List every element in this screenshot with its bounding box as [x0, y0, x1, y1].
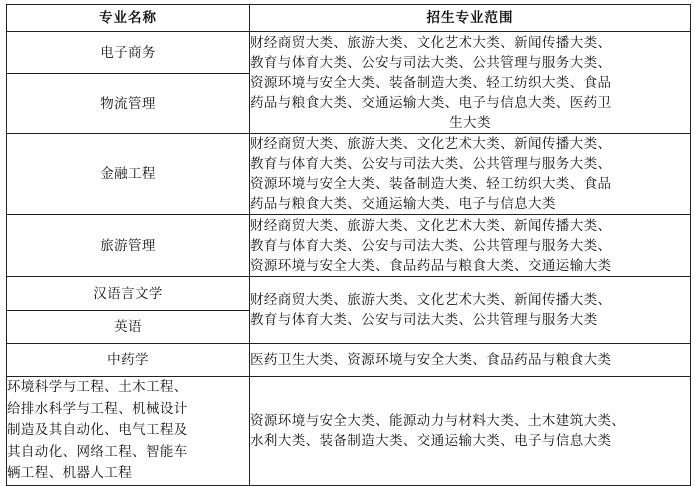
- major-cell: 汉语言文学: [7, 277, 250, 311]
- scope-line: 药品与粮食大类、交通运输大类、电子与信息大类: [250, 196, 556, 212]
- scope-line: 财经商贸大类、旅游大类、文化艺术大类、新闻传播大类、: [250, 217, 612, 234]
- table-row: [7, 215, 691, 277]
- table-row: [7, 134, 691, 215]
- major-cell: [7, 377, 250, 486]
- major-cell: 英语: [7, 311, 250, 344]
- major-line: 其自动化、网络工程、智能车: [7, 443, 188, 460]
- scope-line: 药品与粮食大类、交通运输大类、电子与信息大类、医药卫: [250, 94, 612, 111]
- table-row: [7, 344, 691, 377]
- table-row: [7, 277, 691, 311]
- major-line: 制造及其自动化、电气工程及: [7, 422, 188, 438]
- table-header-row: [7, 5, 691, 32]
- header-major-name: 专业名称: [7, 5, 250, 32]
- scope-line: 教育与体育大类、公安与司法大类、公共管理与服务大类: [250, 312, 598, 328]
- enrollment-scope-table: [6, 4, 691, 486]
- scope-cell: [250, 377, 691, 486]
- table-row: [7, 32, 691, 74]
- major-cell: 电子商务: [7, 32, 250, 74]
- scope-line: 财经商贸大类、旅游大类、文化艺术大类、新闻传播大类、: [250, 136, 612, 152]
- scope-line: 水利大类、装备制造大类、交通运输大类、电子与信息大类: [250, 432, 612, 449]
- scope-line: 财经商贸大类、旅游大类、文化艺术大类、新闻传播大类、: [250, 34, 612, 51]
- scope-line: 财经商贸大类、旅游大类、文化艺术大类、新闻传播大类、: [250, 292, 612, 308]
- major-line: 环境科学与工程、土木工程、: [7, 379, 188, 395]
- header-enroll-scope: 招生专业范围: [250, 5, 691, 32]
- scope-line: 教育与体育大类、公安与司法大类、公共管理与服务大类、: [250, 54, 612, 71]
- table-row: [7, 377, 691, 486]
- scope-line: 教育与体育大类、公安与司法大类、公共管理与服务大类、: [250, 237, 612, 254]
- scope-line: 资源环境与安全大类、装备制造大类、轻工纺织大类、食品: [250, 176, 612, 192]
- scope-line: 生大类: [449, 114, 491, 131]
- scope-line: 资源环境与安全大类、食品药品与粮食大类、交通运输大类: [250, 257, 612, 274]
- scope-cell: [250, 134, 691, 215]
- major-cell: 旅游管理: [7, 215, 250, 277]
- major-line: 给排水科学与工程、机械设计: [7, 400, 188, 417]
- scope-cell: [250, 344, 691, 377]
- major-cell: 中药学: [7, 344, 250, 377]
- scope-line: 资源环境与安全大类、装备制造大类、轻工纺织大类、食品: [250, 74, 612, 91]
- major-cell: 物流管理: [7, 74, 250, 134]
- major-line: 辆工程、机器人工程: [7, 465, 133, 481]
- scope-line: 资源环境与安全大类、能源动力与材料大类、土木建筑大类、: [250, 412, 626, 429]
- scope-cell: [250, 215, 691, 277]
- major-cell: 金融工程: [7, 134, 250, 215]
- scope-line: 教育与体育大类、公安与司法大类、公共管理与服务大类、: [250, 156, 612, 172]
- scope-cell: [250, 277, 691, 344]
- scope-line: 医药卫生大类、资源环境与安全大类、食品药品与粮食大类: [250, 352, 612, 368]
- scope-cell: [250, 32, 691, 134]
